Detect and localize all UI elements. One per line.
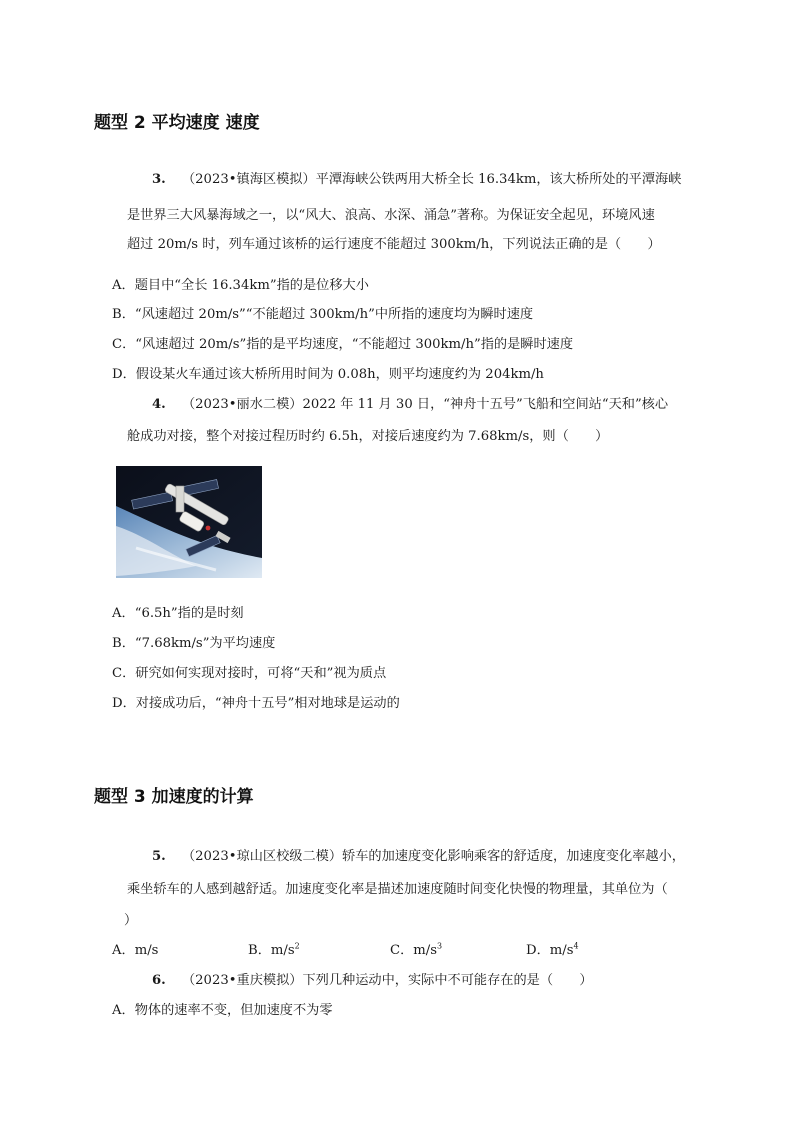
question-3-line-2: 是世界三大风暴海域之一，以“风大、浪高、水深、涌急”著称。为保证安全起见，环境风速	[127, 208, 655, 223]
question-6-number: 6.	[152, 973, 166, 988]
question-3-option-d: D．假设某火车通过该大桥所用时间为 0.08h，则平均速度约为 204km/h	[112, 367, 544, 382]
question-4-option-c: C．研究如何实现对接时，可将“天和”视为质点	[112, 666, 387, 681]
question-4-line-1	[152, 396, 668, 414]
question-4-text-1: （2023•丽水二模）2022 年 11 月 30 日，“神舟十五号”飞船和空间站“天和”核心	[181, 397, 669, 412]
section-2-heading: 题型 2 平均速度 速度	[94, 113, 260, 133]
question-5-option-d-label: D．m/s	[526, 943, 574, 958]
question-5-number: 5.	[152, 849, 166, 864]
question-5-text-1: （2023•琼山区校级二模）轿车的加速度变化影响乘客的舒适度，加速度变化率越小，	[181, 849, 685, 864]
question-5-option-c	[390, 942, 442, 960]
question-4-option-d: D．对接成功后，“神舟十五号”相对地球是运动的	[112, 696, 400, 711]
question-5-line-1	[152, 848, 685, 866]
question-4-option-b: B．“7.68km/s”为平均速度	[112, 636, 276, 651]
question-5-option-b-label: B．m/s	[248, 943, 295, 958]
question-5-option-a-label: A．m/s	[112, 943, 159, 958]
question-5-option-b	[248, 942, 300, 960]
question-4-number: 4.	[152, 397, 166, 412]
question-6-text-1: （2023•重庆模拟）下列几种运动中，实际中不可能存在的是（ ）	[181, 973, 593, 988]
question-5-option-c-exponent: 3	[437, 941, 443, 951]
question-3-option-c: C．“风速超过 20m/s”指的是平均速度，“不能超过 300km/h”指的是瞬时速度	[112, 337, 574, 352]
question-5-option-a	[112, 942, 158, 960]
question-4-line-2: 舱成功对接，整个对接过程历时约 6.5h，对接后速度约为 7.68km/s，则（ ）	[127, 429, 609, 444]
question-4-option-a: A．“6.5h”指的是时刻	[112, 606, 244, 621]
question-5-option-b-exponent: 2	[294, 941, 300, 951]
question-5-option-c-label: C．m/s	[390, 943, 437, 958]
section-3-heading: 题型 3 加速度的计算	[94, 787, 254, 807]
question-6-option-a: A．物体的速率不变，但加速度不为零	[112, 1003, 333, 1018]
question-6-line-1	[152, 972, 593, 990]
question-5-option-d	[526, 942, 579, 960]
question-3-option-a: A．题目中“全长 16.34km”指的是位移大小	[112, 278, 369, 293]
question-3-line-3: 超过 20m/s 时，列车通过该桥的运行速度不能超过 300km/h，下列说法正确的是（ ）	[127, 237, 661, 252]
question-3-number: 3.	[152, 172, 166, 187]
question-3-text-1: （2023•镇海区模拟）平潭海峡公铁两用大桥全长 16.34km，该大桥所处的平潭海峡	[181, 172, 682, 187]
question-5-line-3: ）	[124, 913, 138, 928]
question-3-option-b: B．“风速超过 20m/s”“不能超过 300km/h”中所指的速度均为瞬时速度	[112, 307, 534, 322]
space-station-photo	[116, 466, 262, 578]
question-3-line-1	[152, 171, 681, 189]
question-5-line-2: 乘坐轿车的人感到越舒适。加速度变化率是描述加速度随时间变化快慢的物理量，其单位为（	[127, 882, 668, 897]
question-5-option-d-exponent: 4	[573, 941, 579, 951]
